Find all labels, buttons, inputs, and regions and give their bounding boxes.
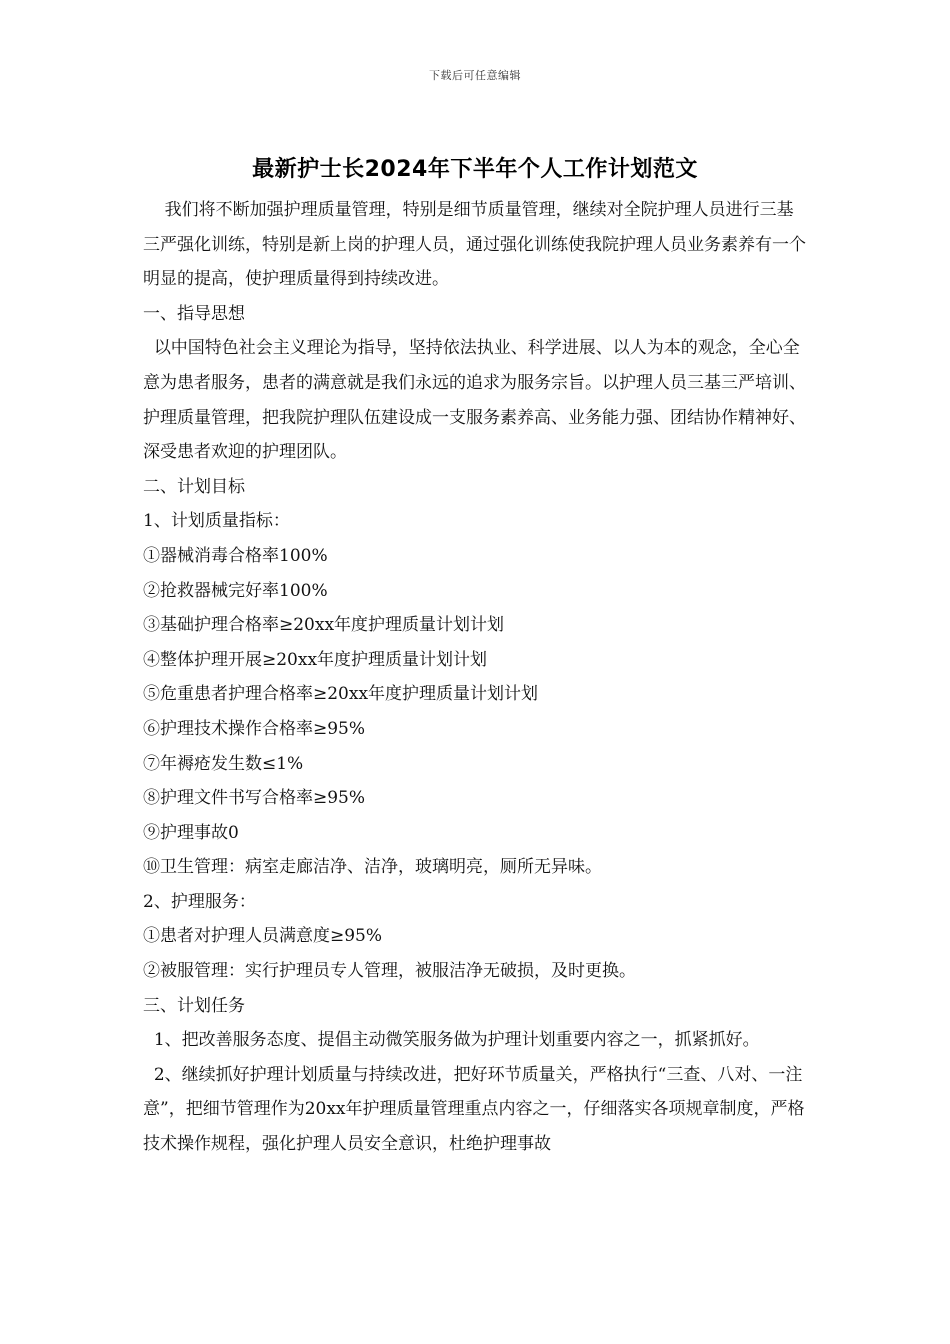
- section1-body: 以中国特色社会主义理论为指导，坚持依法执业、科学进展、以人为本的观念，全心全意为患者服务，患者的满意就是我们永远的追求为服务宗旨。以护理人员三基三严培训、护理质量管理，把我院护理队伍建设成一支服务素养高、业务能力强、团结协作精神好、深受患者欢迎的护理团队。: [143, 338, 806, 463]
- section3-heading: 三、计划任务: [143, 995, 245, 1016]
- list-item: ⑥护理技术操作合格率≥95%: [143, 718, 366, 739]
- subsection2-heading: 2、护理服务：: [143, 891, 256, 912]
- list-item: ③基础护理合格率≥20xx年度护理质量计划计划: [143, 615, 505, 636]
- header-note: 下载后可任意编辑: [429, 69, 521, 82]
- intro-paragraph: 我们将不断加强护理质量管理，特别是细节质量管理，继续对全院护理人员进行三基三严强化训练，特别是新上岗的护理人员，通过强化训练使我院护理人员业务素养有一个明显的提高，使护理质量得到持续改进。: [143, 200, 806, 290]
- list-item: ⑨护理事故0: [143, 822, 239, 843]
- list-item: ①器械消毒合格率100%: [143, 545, 328, 566]
- list-item: ⑤危重患者护理合格率≥20xx年度护理质量计划计划: [143, 684, 539, 705]
- task-paragraph: 1、把改善服务态度、提倡主动微笑服务做为护理计划重要内容之一，抓紧抓好。: [153, 1030, 760, 1051]
- subsection1-heading: 1、计划质量指标：: [143, 511, 290, 532]
- section1-heading: 一、指导思想: [143, 303, 245, 324]
- section2-heading: 二、计划目标: [143, 476, 245, 497]
- list-item: ①患者对护理人员满意度≥95%: [143, 926, 383, 947]
- list-item: ⑦年褥疮发生数≤1%: [143, 753, 304, 774]
- document-title: 最新护士长2024年下半年个人工作计划范文: [252, 157, 698, 182]
- task-paragraph: 2、继续抓好护理计划质量与持续改进，把好环节质量关，严格执行“三查、八对、一注意”，把细节管理作为20xx年护理质量管理重点内容之一，仔细落实各项规章制度，严格技术操作规程，强化护理人员安全意识，杜绝护理事故: [143, 1064, 805, 1155]
- list-item: ④整体护理开展≥20xx年度护理质量计划计划: [143, 649, 488, 670]
- list-item: ⑩卫生管理：病室走廊洁净、洁净，玻璃明亮，厕所无异味。: [143, 857, 602, 878]
- list-item: ②被服管理：实行护理员专人管理，被服洁净无破损，及时更换。: [143, 961, 636, 982]
- list-item: ②抢救器械完好率100%: [143, 580, 328, 601]
- list-item: ⑧护理文件书写合格率≥95%: [143, 788, 366, 809]
- document-body: [143, 193, 808, 1162]
